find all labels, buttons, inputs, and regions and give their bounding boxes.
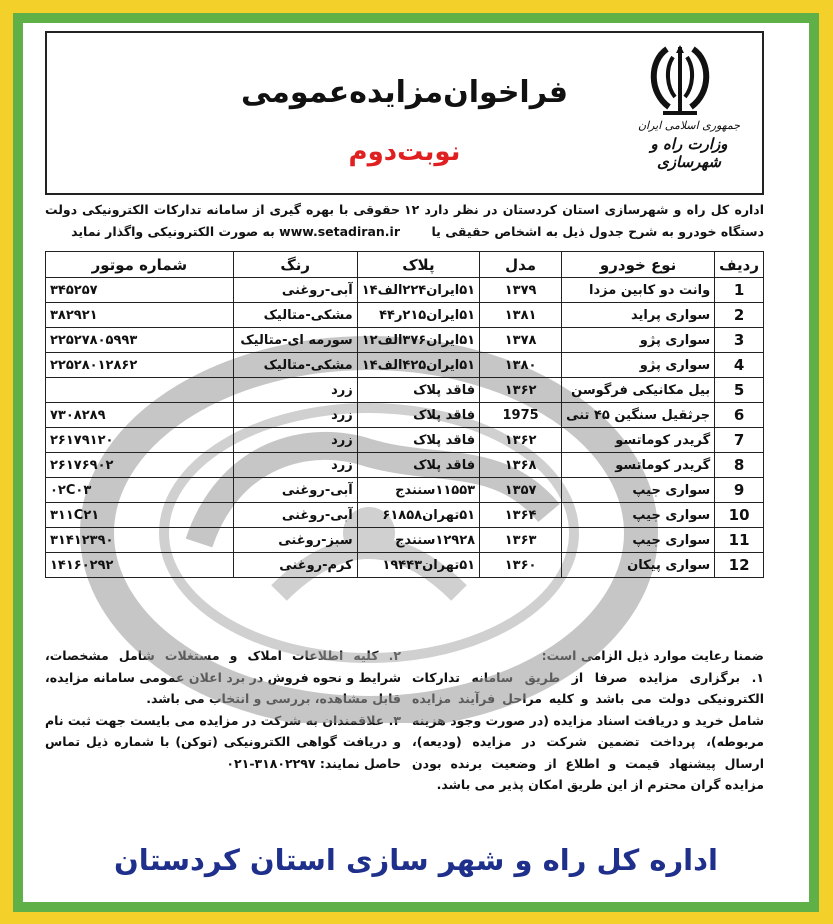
vehicle-type: سواری پراید (562, 303, 715, 328)
vehicle-type: سواری جیپ (562, 478, 715, 503)
model-year: ۱۳۵۷ (480, 478, 562, 503)
color: سورمه ای-متالیک (233, 328, 357, 353)
header-vehicle-type: نوع خودرو (562, 252, 715, 278)
color: مشکی-متالیک (233, 353, 357, 378)
table-row (46, 428, 764, 453)
inner-green-border (13, 13, 819, 912)
note-item-3: ۳. علاقمندان به شرکت در مزایده می بایست جهت ثبت نام و دریافت گواهی الکترونیکی (توکن) با شماره ذیل تماس حاصل نمایند: ۳۱۸۰۲۲۹۷-۰۲۱ (45, 712, 401, 771)
row-number: 1 (715, 278, 764, 303)
vehicle-type: سواری پژو (562, 353, 715, 378)
model-year: ۱۳۷۹ (480, 278, 562, 303)
vehicle-type: وانت دو کابین مزدا (562, 278, 715, 303)
table-row (46, 353, 764, 378)
table-row (46, 378, 764, 403)
notice-round: نوبت‌دوم (348, 137, 461, 167)
model-year: ۱۳۸۰ (480, 353, 562, 378)
row-number: 5 (715, 378, 764, 403)
plate: ۱۲۹۲۸سنندج (357, 528, 479, 553)
intro-right-column: اداره کل راه و شهرسازی استان کردستان در نظر دارد ۱۲ دستگاه خودرو به شرح جدول ذیل به اشخاص حقیقی یا (404, 202, 764, 239)
color: آبی-روغنی (233, 278, 357, 303)
engine-number: ۳۱۴۱۲۳۹۰ (46, 528, 234, 553)
row-number: 9 (715, 478, 764, 503)
plate: ۱۱۵۵۳سنندج (357, 478, 479, 503)
plate: ۵۱ایران۲۱۵ر۴۴ (357, 303, 479, 328)
color: آبی-روغنی (233, 478, 357, 503)
engine-number: ۲۲۵۲۷۸۰۵۹۹۳ (46, 328, 234, 353)
table-row (46, 528, 764, 553)
engine-number: ۲۶۱۷۶۹۰۲ (46, 453, 234, 478)
vehicle-type: بیل مکانیکی فرگوسن (562, 378, 715, 403)
header-plate: پلاک (357, 252, 479, 278)
vehicle-type: سواری جیپ (562, 503, 715, 528)
header-model: مدل (480, 252, 562, 278)
plate: ۵۱ایران۲۲۴الف۱۴ (357, 278, 479, 303)
model-year: ۱۳۷۸ (480, 328, 562, 353)
row-number: 8 (715, 453, 764, 478)
engine-number: ۳۸۲۹۲۱ (46, 303, 234, 328)
plate: ۵۱تهران۶۱۸۵۸ (357, 503, 479, 528)
row-number: 4 (715, 353, 764, 378)
table-row (46, 278, 764, 303)
plate: فاقد پلاک (357, 378, 479, 403)
table-row (46, 453, 764, 478)
plate: فاقد پلاک (357, 403, 479, 428)
engine-number: ۳۴۵۲۵۷ (46, 278, 234, 303)
note-item-2: ۲. کلیه اطلاعات املاک و مستغلات شامل مشخصات، شرایط و نحوه فروش در برد اعلان عمومی سامانه مزایده، قابل مشاهده، بررسی و انتخاب می باشد. (45, 648, 401, 706)
model-year: 1975 (480, 403, 562, 428)
vehicle-type: سواری پژو (562, 328, 715, 353)
table-row (46, 328, 764, 353)
header-box (45, 31, 764, 195)
table-row (46, 503, 764, 528)
color: زرد (233, 378, 357, 403)
model-year: ۱۳۶۲ (480, 378, 562, 403)
notes-heading: ضمنا رعایت موارد ذیل الزامی است: (541, 648, 764, 663)
header-engine-number: شماره موتور (46, 252, 234, 278)
row-number: 6 (715, 403, 764, 428)
model-year: ۱۳۶۴ (480, 503, 562, 528)
note-item-1: ۱. برگزاری مزایده صرفا از طریق سامانه تدارکات الکترونیکی دولت می باشد و کلیه مراحل فرآیند مزایده شامل خرید و دریافت اسناد مزایده (در صورت وجود هزینه مربوطه)، پرداخت تضمین شرکت در مزایده (ودیعه)، ارسال پیشنهاد قیمت و اطلاع از وضعیت برنده بودن مزایده گران محترم از این طریق امکان پذیر می باشد. (412, 669, 764, 792)
ministry-line-2: وزارت راه و شهرسازی (650, 135, 728, 171)
vehicle-type: جرثقیل سنگین ۴۵ تنی (562, 403, 715, 428)
vehicle-type: سواری پیکان (562, 553, 715, 578)
row-number: 10 (715, 503, 764, 528)
row-number: 11 (715, 528, 764, 553)
table-row (46, 553, 764, 578)
vehicle-type: گریدر کوماتسو (562, 428, 715, 453)
plate: ۵۱ایران۳۷۶الف۱۲ (357, 328, 479, 353)
color: زرد (233, 403, 357, 428)
color: کرم-روغنی (233, 553, 357, 578)
model-year: ۱۳۸۱ (480, 303, 562, 328)
table-row (46, 303, 764, 328)
model-year: ۱۳۶۳ (480, 528, 562, 553)
engine-number: ۲۶۱۷۹۱۲۰ (46, 428, 234, 453)
color: آبی-روغنی (233, 503, 357, 528)
row-number: 2 (715, 303, 764, 328)
plate: فاقد پلاک (357, 428, 479, 453)
table-row (46, 478, 764, 503)
header-row-number: ردیف (715, 252, 764, 278)
intro-left-column: حقوقی با بهره گیری از سامانه تدارکات الکترونیکی دولت www.setadiran.ir به صورت الکترونیکی واگذار نماید (45, 202, 400, 239)
row-number: 12 (715, 553, 764, 578)
plate: ۵۱تهران۱۹۴۴۳ (357, 553, 479, 578)
model-year: ۱۳۶۲ (480, 428, 562, 453)
plate: فاقد پلاک (357, 453, 479, 478)
color: سبز-روغنی (233, 528, 357, 553)
vehicles-table (45, 251, 764, 578)
table-row (46, 403, 764, 428)
engine-number (46, 378, 234, 403)
engine-number: ۷۳۰۸۲۸۹ (46, 403, 234, 428)
color: مشکی-متالیک (233, 303, 357, 328)
ministry-line-1: جمهوری اسلامی ایران (637, 119, 741, 132)
vehicle-type: گریدر کوماتسو (562, 453, 715, 478)
notice-title: فراخوان‌مزایده‌عمومی (240, 75, 569, 110)
header-color: رنگ (233, 252, 357, 278)
engine-number: ۲۲۵۲۸۰۱۲۸۶۲ (46, 353, 234, 378)
color: زرد (233, 453, 357, 478)
engine-number: ۳۱۱C۲۱ (46, 503, 234, 528)
row-number: 3 (715, 328, 764, 353)
color: زرد (233, 428, 357, 453)
notice-paper (23, 23, 809, 902)
row-number: 7 (715, 428, 764, 453)
model-year: ۱۳۶۰ (480, 553, 562, 578)
table-header-row (46, 252, 764, 278)
plate: ۵۱ایران۴۲۵الف۱۴ (357, 353, 479, 378)
model-year: ۱۳۶۸ (480, 453, 562, 478)
engine-number: ۱۴۱۶۰۲۹۲ (46, 553, 234, 578)
vehicle-type: سواری جیپ (562, 528, 715, 553)
footer-organization: اداره کل راه و شهر سازی استان کردستان (114, 843, 718, 877)
engine-number: ۰۲C۰۳ (46, 478, 234, 503)
